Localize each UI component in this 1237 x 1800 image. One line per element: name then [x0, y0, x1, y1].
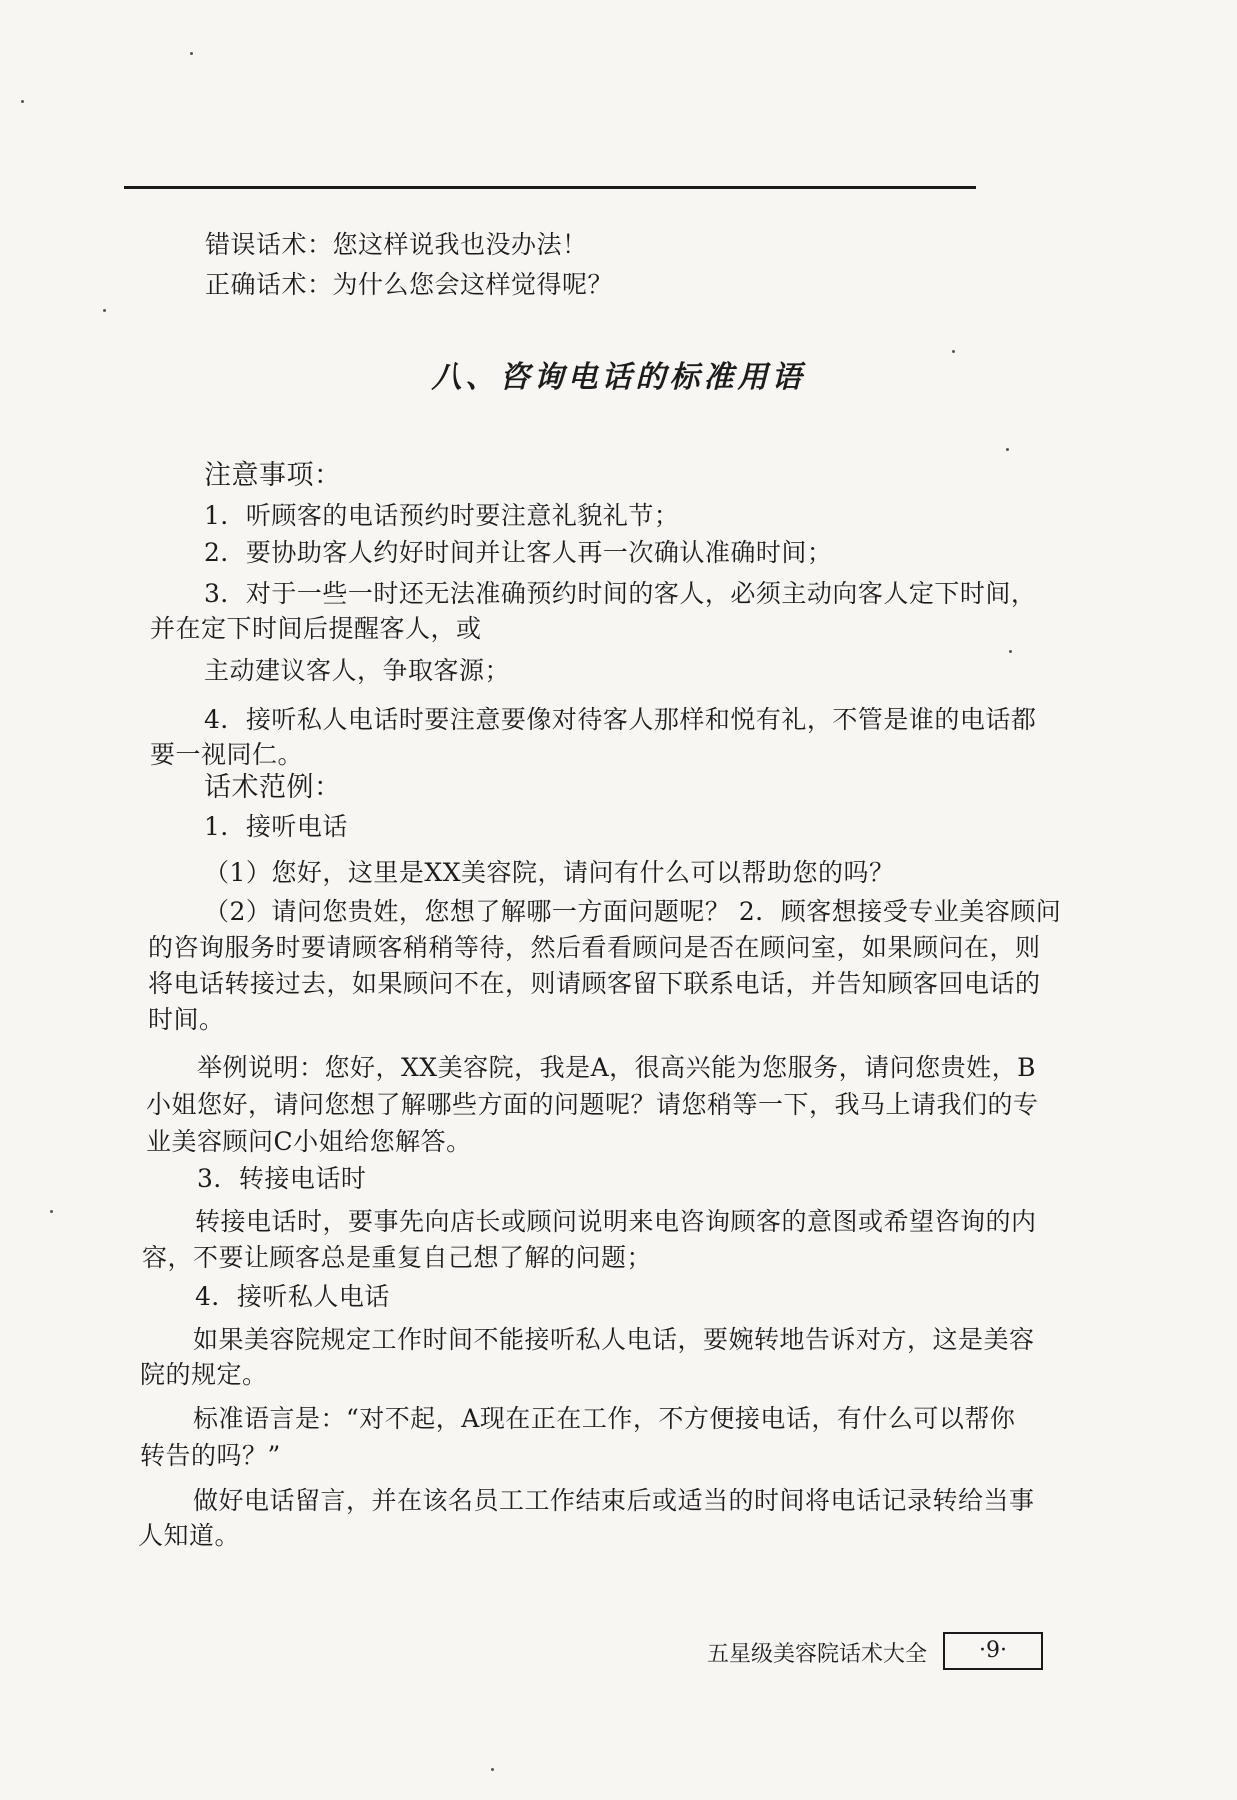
page-number: ·9·: [979, 1638, 1007, 1663]
example-line: 人知道。: [138, 1521, 241, 1550]
note-line: 3．对于一些一时还无法准确预约时间的客人，必须主动向客人定下时间，: [204, 579, 1037, 608]
example-line: 时间。: [148, 1005, 225, 1034]
correct-phrase-line: 正确话术：为什么您会这样觉得呢？: [205, 270, 614, 299]
example-line: 做好电话留言，并在该名员工工作结束后或适当的时间将电话记录转给当事: [193, 1486, 1035, 1515]
scan-speck: [952, 350, 955, 353]
scan-speck: [491, 1768, 494, 1771]
example-line: 院的规定。: [140, 1360, 268, 1389]
scan-speck: [50, 1210, 53, 1213]
examples-heading: 话术范例：: [204, 772, 342, 803]
example-line: 1．接听电话: [204, 812, 348, 841]
note-line: 并在定下时间后提醒客人，或: [150, 614, 482, 643]
example-line: 将电话转接过去，如果顾问不在，则请顾客留下联系电话，并告知顾客回电话的: [148, 969, 1041, 998]
note-line: 4．接听私人电话时要注意要像对待客人那样和悦有礼，不管是谁的电话都: [204, 705, 1037, 734]
example-line: 3．转接电话时: [197, 1164, 367, 1193]
scan-speck: [103, 309, 106, 312]
example-line: 转告的吗？”: [140, 1441, 281, 1470]
example-line: 转接电话时，要事先向店长或顾问说明来电咨询顾客的意图或希望咨询的内: [195, 1207, 1037, 1236]
page-number-box: [943, 1632, 1043, 1670]
example-line: 小姐您好，请问您想了解哪些方面的问题呢？请您稍等一下，我马上请我们的专: [146, 1090, 1039, 1119]
example-line: 举例说明：您好，XX美容院，我是A，很高兴能为您服务，请问您贵姓，B: [197, 1053, 1037, 1082]
notes-heading: 注意事项：: [204, 460, 342, 491]
header-rule: [124, 186, 976, 189]
example-line: 业美容顾问C小姐给您解答。: [146, 1127, 472, 1156]
example-line: 的咨询服务时要请顾客稍稍等待，然后看看顾问是否在顾问室，如果顾问在，则: [148, 933, 1041, 962]
wrong-phrase-line: 错误话术：您这样说我也没办法！: [205, 230, 588, 259]
note-line: 要一视同仁。: [150, 740, 304, 769]
note-line: 主动建议客人，争取客源；: [204, 656, 511, 685]
scan-speck: [190, 52, 193, 55]
scan-speck: [1006, 448, 1009, 451]
section-title: 八、咨询电话的标准用语: [431, 360, 806, 395]
example-line: 标准语言是：“对不起，A现在正在工作，不方便接电话，有什么可以帮你: [193, 1404, 1016, 1433]
scan-speck: [1009, 650, 1012, 653]
scan-speck: [21, 100, 24, 103]
example-line: 容，不要让顾客总是重复自己想了解的问题；: [142, 1243, 653, 1272]
example-line: （1）您好，这里是XX美容院，请问有什么可以帮助您的吗？: [204, 858, 895, 887]
note-line: 1．听顾客的电话预约时要注意礼貌礼节；: [204, 501, 680, 530]
note-line: 2．要协助客人约好时间并让客人再一次确认准确时间；: [204, 538, 833, 567]
example-line: （2）请问您贵姓，您想了解哪一方面问题呢？ 2．顾客想接受专业美容顾问: [204, 897, 1062, 926]
example-line: 4．接听私人电话: [195, 1282, 390, 1311]
book-title: 五星级美容院话术大全: [707, 1642, 928, 1667]
example-line: 如果美容院规定工作时间不能接听私人电话，要婉转地告诉对方，这是美容: [193, 1325, 1035, 1354]
